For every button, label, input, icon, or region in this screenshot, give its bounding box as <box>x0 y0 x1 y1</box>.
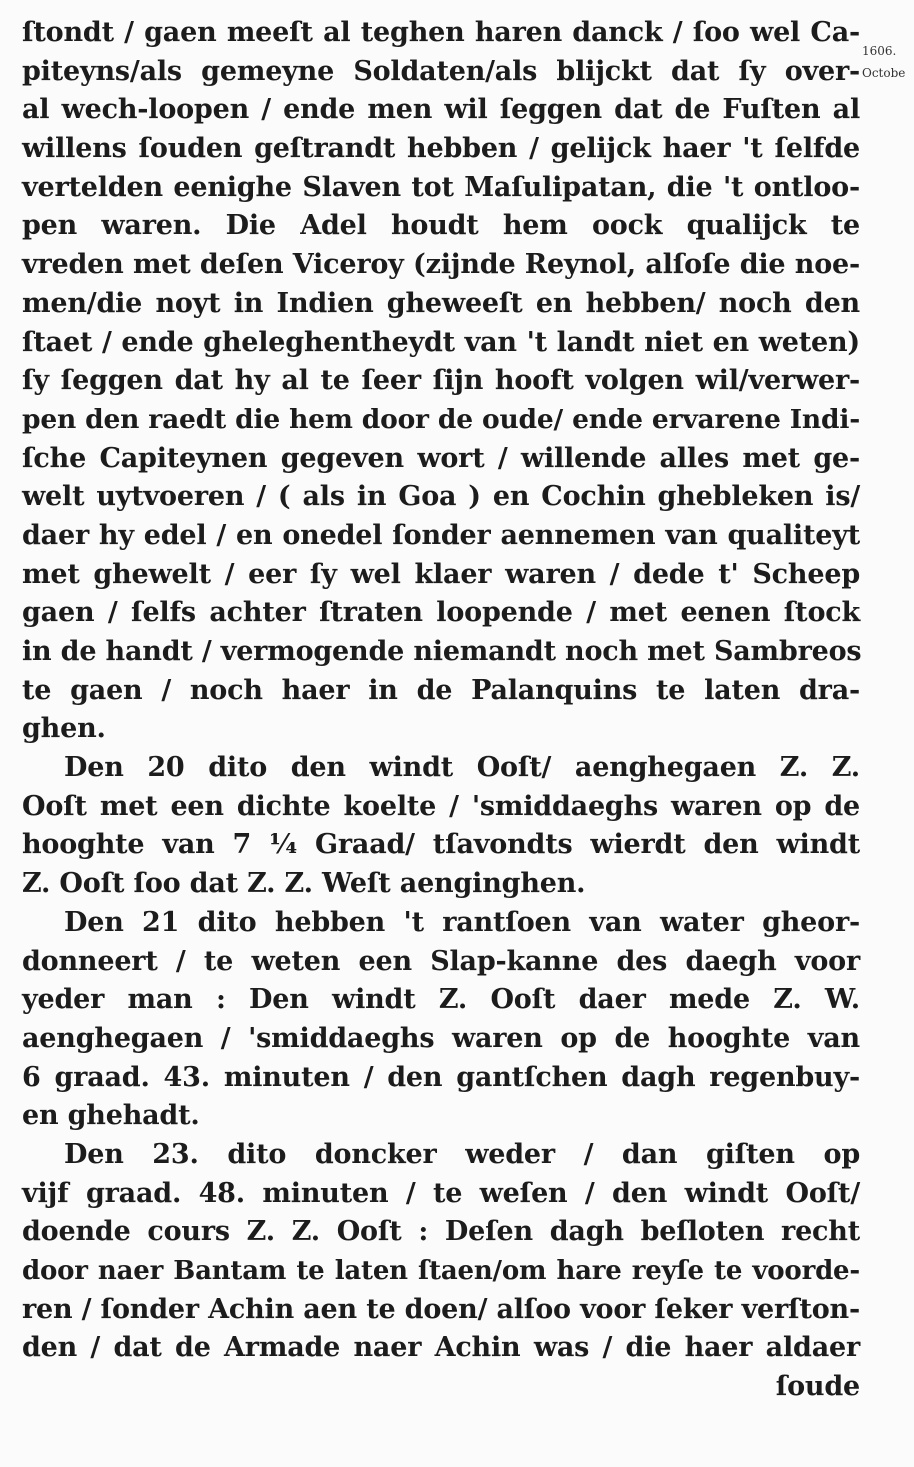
text-line: yeder man : Den windt Z. Ooſt daer mede Z. W. <box>22 984 860 1016</box>
text-line: Ooſt met een dichte koelte / 'smiddaeghs waren op de <box>22 790 860 822</box>
text-line: vreden met deſen Viceroy (zijnde Reynol, alſoſe die noe- <box>22 249 860 281</box>
text-line: ghen. <box>22 713 106 745</box>
margin-note-month: Octobe <box>862 66 906 80</box>
text-line: men/die noyt in Indien gheweeſt en hebben/ noch den <box>22 287 860 319</box>
text-line: aenghegaen / 'smiddaeghs waren op de hooghte van <box>22 1022 860 1054</box>
text-line: hooghte van 7 ¼ Graad/ tſavondts wierdt den windt <box>22 829 860 861</box>
text-line: en ghehadt. <box>22 1100 200 1132</box>
text-line: donneert / te weten een Slap-kanne des daegh voor <box>22 945 860 977</box>
text-line: vijf graad. 48. minuten / te weſen / den windt Ooſt/ <box>22 1177 860 1209</box>
text-line: pen den raedt die hem door de oude/ ende ervarene Indi- <box>22 403 860 435</box>
text-line: piteyns/als gemeyne Soldaten/als blijckt dat ſy over- <box>22 55 860 87</box>
text-line: 6 graad. 43. minuten / den gantſchen dagh regenbuy- <box>22 1061 860 1093</box>
text-line: ſtondt / gaen meeſt al teghen haren danck / ſoo wel Ca- <box>22 17 860 48</box>
margin-note-year: 1606. <box>862 44 897 58</box>
text-line: willens ſouden geſtrandt hebben / gelijck haer 't ſelfde <box>22 133 860 165</box>
text-line: vertelden eenighe Slaven tot Maſulipatan, die 't ontloo- <box>22 171 860 203</box>
text-line: Z. Ooſt ſoo dat Z. Z. Weſt aenginghen. <box>22 868 586 900</box>
text-line: ſy ſeggen dat hy al te ſeer ſijn hooft volgen wil/verwer- <box>22 365 860 397</box>
text-line: pen waren. Die Adel houdt hem oock qualijck te <box>22 210 860 242</box>
text-line: welt uytvoeren / ( als in Goa ) en Cochin ghebleken is/ <box>22 481 860 513</box>
text-line: ren / ſonder Achin aen te doen/ alſoo voor ſeker verſton- <box>22 1293 860 1325</box>
text-line: Den 23. dito doncker weder / dan giſten op <box>64 1138 860 1170</box>
text-line: Den 20 dito den windt Ooſt/ aenghegaen Z. Z. <box>64 752 860 784</box>
text-line: met ghewelt / eer ſy wel klaer waren / dede t' Scheep <box>22 558 860 590</box>
text-line: daer hy edel / en onedel ſonder aennemen van qualiteyt <box>22 519 860 551</box>
margin-note <box>862 40 912 84</box>
text-line: te gaen / noch haer in de Palanquins te laten dra- <box>22 674 860 706</box>
text-line: in de handt / vermogende niemandt noch met Sambreos <box>22 636 862 667</box>
text-line: ſoude <box>775 1371 860 1403</box>
text-line: ſtaet / ende gheleghentheydt van 't landt niet en weten) <box>22 326 860 358</box>
text-line: doende cours Z. Z. Ooſt : Deſen dagh beſloten recht <box>22 1216 860 1248</box>
text-line: gaen / ſelfs achter ſtraten loopende / met eenen ſtock <box>22 597 860 629</box>
text-line: ſche Capiteynen gegeven wort / willende alles met ge- <box>22 442 860 474</box>
text-line: Den 21 dito hebben 't rantſoen van water gheor- <box>64 906 860 938</box>
body-text <box>22 14 860 1407</box>
text-line: den / dat de Armade naer Achin was / die haer aldaer <box>22 1332 860 1364</box>
text-line: door naer Bantam te laten ſtaen/om hare reyſe te voorde- <box>22 1256 860 1286</box>
text-line: al wech-loopen / ende men wil ſeggen dat de Fuſten al <box>22 94 860 126</box>
